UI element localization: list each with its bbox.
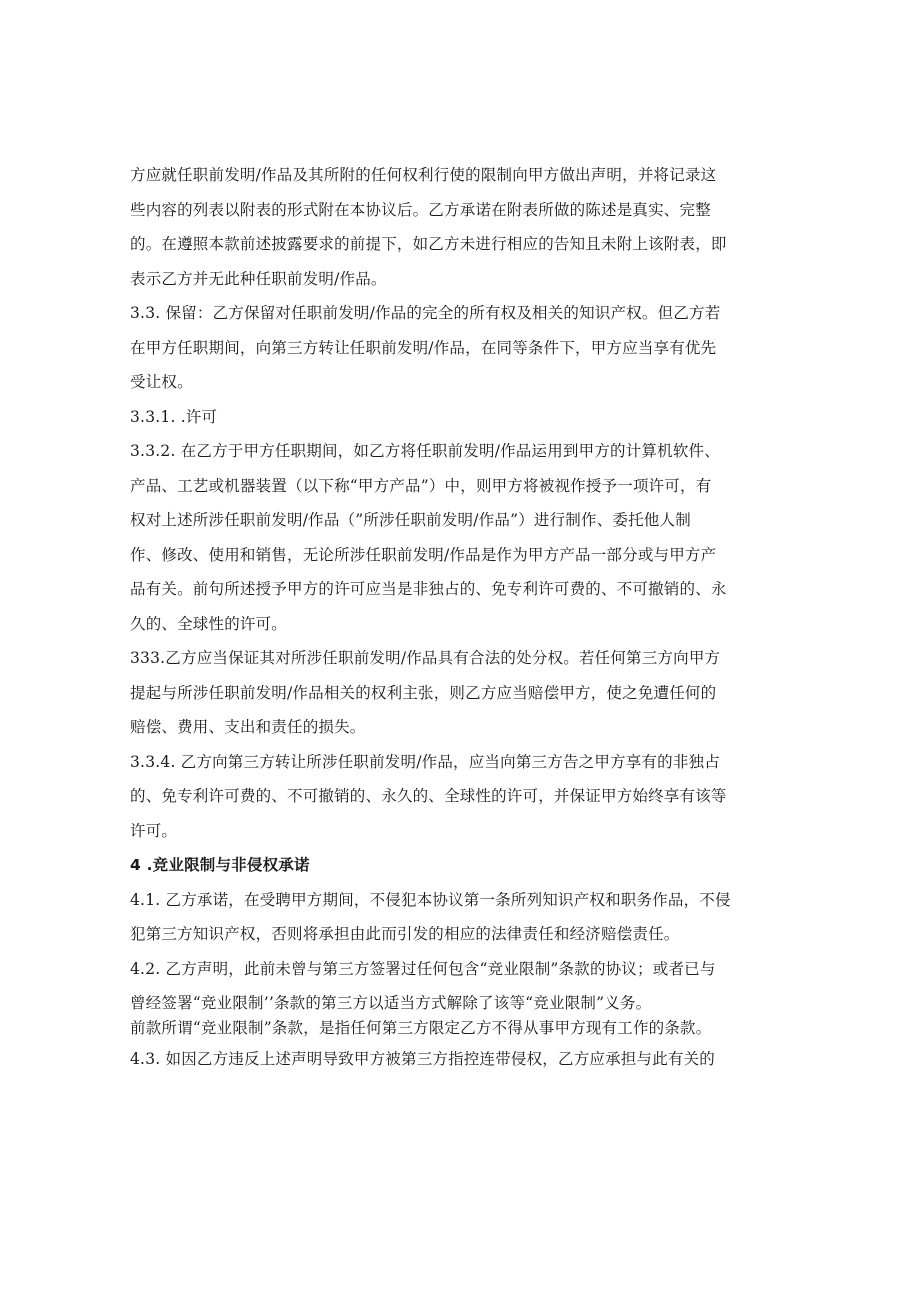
text-line: 前款所谓“竞业限制”条款，是指任何第三方限定乙方不得从事甲方现有工作的条款。 [130,1019,712,1037]
text-line: 的、免专利许可费的、不可撤销的、永久的、全球性的许可，并保证甲方始终享有该等 [130,787,727,805]
clause-4-3: 4.3. 如因乙方违反上述声明导致甲方被第三方指控连带侵权，乙方应承担与此有关的 [130,1050,716,1068]
clause-3-3-3: 333.乙方应当保证其对所涉任职前发明/作品具有合法的处分权。若任何第三方向甲方 [130,649,721,667]
text-line: 犯第三方知识产权，否则将承担由此而引发的相应的法律责任和经济赔偿责任。 [130,925,680,943]
clause-4-2: 4.2. 乙方声明，此前未曾与第三方签署过任何包含“竞业限制”条款的协议；或者已与 [130,959,716,978]
text-line: 权对上述所涉任职前发明/作品（”所涉任职前发明/作品”）进行制作、委托他人制 [130,511,691,529]
text-line: 久的、全球性的许可。 [130,614,288,633]
clause-4-1: 4.1. 乙方承诺，在受聘甲方期间，不侵犯本协议第一条所列知识产权和职务作品，不侵 [130,890,731,909]
text-line: 在甲方任职期间，向第三方转让任职前发明/作品，在同等条件下，甲方应当享有优先 [130,338,717,357]
clause-3-3: 3.3. 保留：乙方保留对任职前发明/作品的完全的所有权及相关的知识产权。但乙方若 [130,304,721,322]
text-line: 许可。 [130,821,178,840]
text-line: 赔偿、费用、支出和责任的损失。 [130,718,366,736]
clause-3-3-4: 3.3.4. 乙方向第三方转让所涉任职前发明/作品，应当向第三方告之甲方享有的非独占 [130,752,720,771]
clause-3-3-2: 3.3.2. 在乙方于甲方任职期间，如乙方将任职前发明/作品运用到甲方的计算机软件、 [130,442,720,460]
document-page [130,158,790,1077]
text-line: 的。在遵照本款前述披露要求的前提下，如乙方未进行相应的告知且未附上该附表，即 [130,235,727,253]
text-line: 品有关。前句所述授予甲方的许可应当是非独占的、免专利许可费的、不可撤销的、永 [130,580,727,598]
text-line: 曾经签署“竞业限制’’条款的第三方以适当方式解除了该等“竞业限制”义务。 [130,994,652,1012]
text-line: 方应就任职前发明/作品及其所附的任何权利行使的限制向甲方做出声明，并将记录这 [130,166,717,184]
text-line: 提起与所涉任职前发明/作品相关的权利主张，则乙方应当赔偿甲方，使之免遭任何的 [130,683,717,702]
text-line: 表示乙方并无此种任职前发明/作品。 [130,269,387,288]
text-line: 些内容的列表以附表的形式附在本协议后。乙方承诺在附表所做的陈述是真实、完整 [130,200,711,219]
text-line: 产品、工艺或机器装置（以下称“甲方产品”）中，则甲方将被视作授予一项许可，有 [130,476,712,495]
clause-3-3-1: 3.3.1. .许可 [130,407,218,426]
text-line: 受让权。 [130,373,193,391]
section-heading-4: 4 .竞业限制与非侵权承诺 [130,856,310,874]
text-line: 作、修改、使用和销售，无论所涉任职前发明/作品是作为甲方产品一部分或与甲方产 [130,545,717,564]
